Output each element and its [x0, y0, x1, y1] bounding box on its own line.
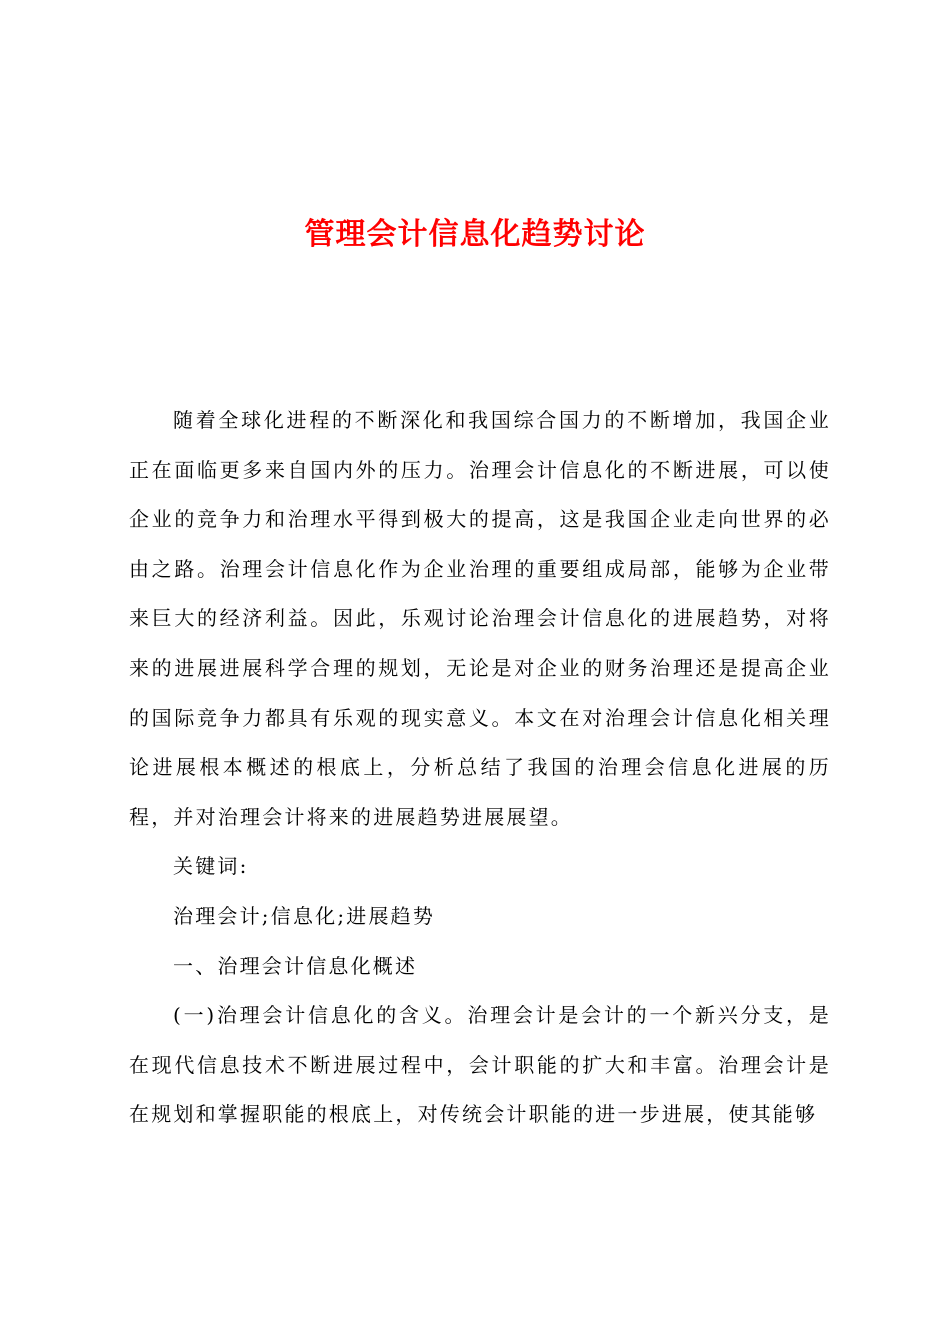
document-body — [129, 396, 831, 1140]
intro-paragraph: 随着全球化进程的不断深化和我国综合国力的不断增加，我国企业正在面临更多来自国内外的压力。治理会计信息化的不断进展，可以使企业的竞争力和治理水平得到极大的提高，这是我国企业走向世界的必由之路。治理会计信息化作为企业治理的重要组成局部，能够为企业带来巨大的经济利益。因此，乐观讨论治理会计信息化的进展趋势，对将来的进展进展科学合理的规划，无论是对企业的财务治理还是提高企业的国际竞争力都具有乐观的现实意义。本文在对治理会计信息化相关理论进展根本概述的根底上，分析总结了我国的治理会信息化进展的历程，并对治理会计将来的进展趋势进展展望。 — [129, 408, 831, 829]
keywords-list: 治理会计;信息化;进展趋势 — [173, 903, 436, 928]
keywords-label: 关键词: — [173, 854, 249, 879]
document-title: 管理会计信息化趋势讨论 — [304, 217, 646, 252]
section-1-paragraph: (一)治理会计信息化的含义。治理会计是会计的一个新兴分支，是在现代信息技术不断进展过程中，会计职能的扩大和丰富。治理会计是在规划和掌握职能的根底上，对传统会计职能的进一步进展，使其能够 — [129, 1003, 831, 1127]
section-heading-1: 一、治理会计信息化概述 — [173, 953, 418, 978]
